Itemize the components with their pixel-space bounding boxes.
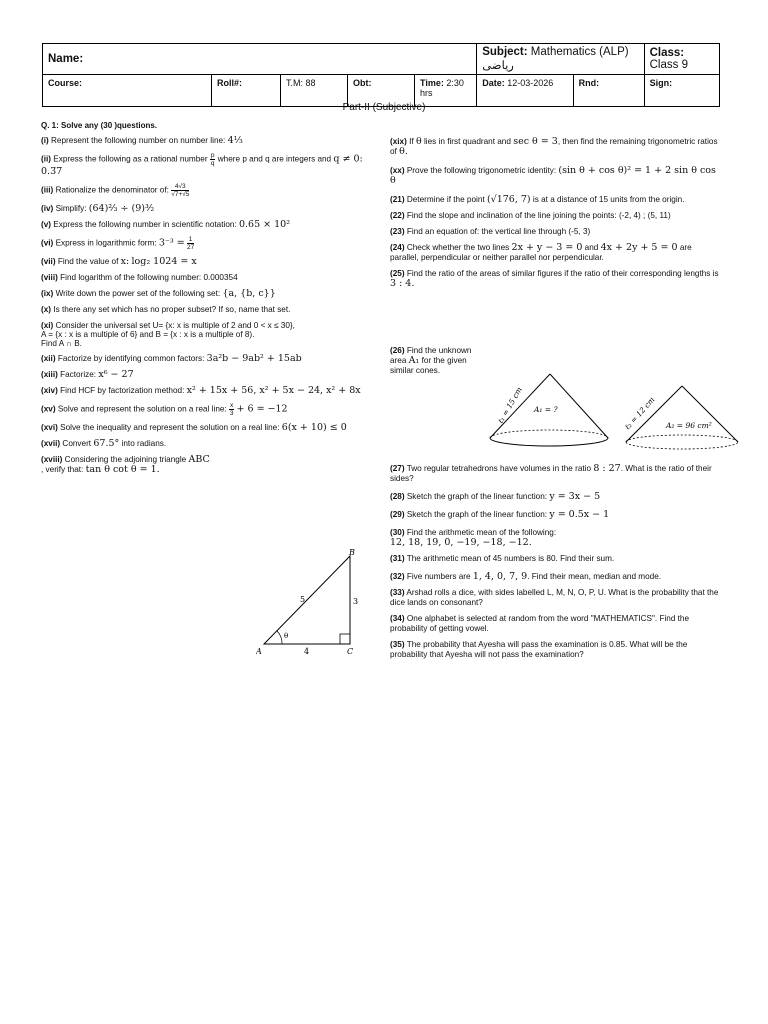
question-xiii: (xiii) Factorize: x⁶ − 27: [41, 369, 134, 380]
vertex-b-label: B: [349, 548, 355, 557]
part-title: Part-II (Subjective): [342, 102, 426, 113]
similar-cones-figure: [486, 372, 742, 450]
question-xv: (xv) Solve and represent the solution on a real line: $\frac{x}{3}$ + 6 = −12: [41, 402, 288, 417]
math-expr: tan θ cot θ = 1.: [85, 464, 160, 475]
math-expr: x⁶ − 27: [98, 369, 134, 380]
math-expr: 4x + 2y + 5 = 0: [600, 242, 678, 253]
right-column-lower: [390, 464, 720, 666]
vertex-a-label: A: [256, 647, 262, 656]
question-27: (27) Two regular tetrahedrons have volumes in the ratio 8 : 27. What is the ratio of their sides?: [390, 463, 712, 483]
math-expr: sec θ = 3: [513, 136, 558, 147]
math-expr: y = 0.5x − 1: [549, 509, 610, 520]
question-iv: (iv) Simplify: (64)⅔ ÷ (9)³⁄₂: [41, 203, 155, 214]
math-expr: log₂ 1024 = x: [131, 256, 197, 267]
date-label: Date:: [482, 78, 505, 88]
math-expr: 3a²b − 9ab² + 15ab: [206, 353, 302, 364]
question-xviii: (xviii) Considering the adjoining triangle ABC , verify that: tan θ cot θ = 1.: [41, 454, 210, 475]
question-ix: (ix) Write down the power set of the following set: {a, {b, c}}: [41, 288, 276, 299]
class-label: Class:: [649, 47, 685, 59]
question-25: (25) Find the ratio of the areas of similar figures if the ratio of their corresponding lengths is 3 : 4.: [390, 269, 719, 289]
roll-label: Roll#:: [217, 78, 243, 88]
time-label: Time:: [420, 78, 444, 88]
instruction: Q. 1: Solve any (30 )questions.: [41, 121, 158, 130]
course-label: Course:: [48, 78, 83, 88]
math-expr: 3⁻³ =: [158, 237, 185, 249]
cone-2: [623, 386, 738, 449]
question-33: (33) Arshad rolls a dice, with sides labelled L, M, N, O, P, U. What is the probability that the dice lands on consonant?: [390, 588, 719, 607]
right-angle-mark: [340, 634, 350, 644]
question-xii: (xii) Factorize by identifying common factors: 3a²b − 9ab² + 15ab: [41, 353, 302, 364]
fraction: $\frac{p}{q}$: [210, 152, 215, 167]
question-28: (28) Sketch the graph of the linear function: y = 3x − 5: [390, 491, 601, 502]
question-vii: (vii) Find the value of x: log₂ 1024 = x: [41, 256, 197, 267]
question-i: (i) Represent the following number on number line: 4⅓: [41, 135, 243, 146]
question-iii: (iii) Rationalize the denominator of: $\frac{4√3}{√7+√5}$: [41, 183, 190, 198]
question-34: (34) One alphabet is selected at random from the word "MATHEMATICS". Find the probability of getting vowel.: [390, 614, 690, 633]
math-expr: 8 : 27: [593, 463, 621, 474]
vertex-c-label: C: [347, 647, 354, 656]
question-35: (35) The probability that Ayesha will pass the examination is 0.85. What will be the probability that Ayesha will not pass the examination?: [390, 640, 688, 659]
question-21: (21) Determine if the point (√176, 7) is at a distance of 15 units from the origin.: [390, 194, 685, 205]
rnd-label: Rnd:: [578, 78, 600, 88]
class-cell: [644, 44, 719, 75]
base-label: 4: [304, 647, 310, 656]
math-expr: q ≠ 0: 0.3̅7̅: [41, 153, 363, 177]
triangle-shape: [264, 556, 350, 644]
angle-arc: [277, 631, 282, 644]
right-column: [390, 121, 720, 295]
question-29: (29) Sketch the graph of the linear function: y = 0.5x − 1: [390, 509, 610, 520]
hypotenuse-label: 5: [300, 595, 306, 604]
question-ii: (ii) Express the following as a rational number $\frac{p}{q}$ where p and q are integers and q ≠ 0: 0.3̅7̅: [41, 152, 363, 177]
name-cell[interactable]: [43, 44, 477, 75]
question-xix: (xix) If θ lies in first quadrant and sec θ = 3, then find the remaining trigonometric ratios of θ.: [390, 136, 718, 157]
cone-1: [490, 374, 608, 446]
tm-label: T.M: 88: [286, 78, 316, 88]
cone-2-area-label: A₂ = 96 cm²: [666, 421, 712, 430]
question-xiv: (xiv) Find HCF by factorization method: x² + 15x + 56, x² + 5x − 24, x² + 8x: [41, 385, 361, 396]
question-vi: (vi) Express in logarithmic form: 3⁻³ = $\frac{1}{27}$: [41, 236, 195, 251]
subject-label: Subject:: [482, 46, 528, 58]
question-22: (22) Find the slope and inclination of the line joining the points: (-2, 4) ; (5, 11): [390, 211, 671, 220]
fraction: $\frac{1}{27}$: [187, 236, 195, 251]
side-label: 3: [353, 597, 359, 606]
math-expr: {a, {b, c}}: [222, 288, 276, 299]
question-32: (32) Five numbers are 1, 4, 0, 7, 9. Find their mean, median and mode.: [390, 571, 662, 582]
left-column: [41, 121, 371, 481]
question-26: (26) Find the unknown area A₁ for the given similar cones.: [390, 346, 472, 375]
question-31: (31) The arithmetic mean of 45 numbers is 80. Find their sum.: [390, 554, 615, 563]
fraction: $\frac{x}{3}$: [229, 402, 234, 417]
question-24: (24) Check whether the two lines 2x + y − 3 = 0 and 4x + 2y + 5 = 0 are parallel, perpendicular or neither parallel nor perpendicular.: [390, 242, 692, 262]
math-expr: (64)⅔ ÷ (9)³⁄₂: [88, 203, 155, 214]
math-expr: 12, 18, 19, 0, −19, −18, −12.: [390, 537, 532, 548]
math-expr: 2x + y − 3 = 0: [511, 242, 583, 253]
class-value: Class 9: [649, 59, 688, 71]
name-label: Name:: [48, 53, 84, 65]
math-expr: 67.5°: [93, 438, 120, 449]
date-value: 12-03-2026: [507, 78, 554, 88]
question-30: (30) Find the arithmetic mean of the following: 12, 18, 19, 0, −19, −18, −12.: [390, 528, 557, 548]
question-xvi: (xvi) Solve the inequality and represent the solution on a real line: 6(x + 10) ≤ 0: [41, 422, 347, 433]
cone-1-slant-label: ℓ₁ = 15 cm: [495, 385, 524, 425]
question-viii: (viii) Find logarithm of the following number: 0.000354: [41, 273, 238, 282]
question-v: (v) Express the following number in scientific notation: 0.65 × 10²: [41, 219, 291, 230]
math-expr: ABC: [188, 454, 210, 465]
angle-label: θ: [284, 632, 289, 640]
question-xvii: (xvii) Convert 67.5° into radians.: [41, 438, 167, 449]
math-expr: + 6 = −12: [236, 403, 288, 415]
cone-2-slant-label: ℓ₂ = 12 cm: [622, 395, 657, 432]
question-23: (23) Find an equation of: the vertical line through (-5, 3): [390, 227, 591, 236]
obt-label: Obt:: [353, 78, 372, 88]
time-value: 2:30 hrs: [420, 78, 464, 98]
math-expr: 3 : 4.: [390, 278, 415, 289]
math-expr: x² + 15x + 56, x² + 5x − 24, x² + 8x: [186, 385, 361, 396]
fraction: $\frac{4√3}{√7+√5}$: [171, 183, 190, 198]
subject-cell: [477, 44, 644, 75]
math-expr: (√176, 7): [486, 194, 531, 205]
math-expr: 4⅓: [227, 135, 243, 146]
math-expr: 6(x + 10) ≤ 0: [281, 422, 347, 433]
header-table: [42, 43, 720, 107]
math-expr: y = 3x − 5: [549, 491, 601, 502]
question-xx: (xx) Prove the following trigonometric identity: (sin θ + cos θ)² = 1 + 2 sin θ cos θ: [390, 165, 716, 186]
question-xi: (xi) Consider the universal set U= {x: x is multiple of 2 and 0 < x ≤ 30}, A = {x : x is a multiple of 6} and B = {x : x is a multiple of 8). Find A ∩ B.: [41, 321, 295, 348]
math-expr: 1, 4, 0, 7, 9: [472, 571, 528, 582]
right-triangle-figure: [256, 546, 366, 658]
subject-value: Mathematics (ALP) ریاضی: [482, 46, 629, 72]
cone-1-area-label: A₁ = ?: [534, 405, 558, 414]
math-expr: 0.65 × 10²: [238, 219, 291, 230]
question-x: (x) Is there any set which has no proper subset? If so, name that set.: [41, 305, 291, 314]
math-expr: A₁: [408, 355, 420, 366]
math-expr: (sin θ + cos θ)² = 1 + 2 sin θ cos θ: [390, 165, 716, 186]
sign-label: Sign:: [649, 78, 673, 88]
